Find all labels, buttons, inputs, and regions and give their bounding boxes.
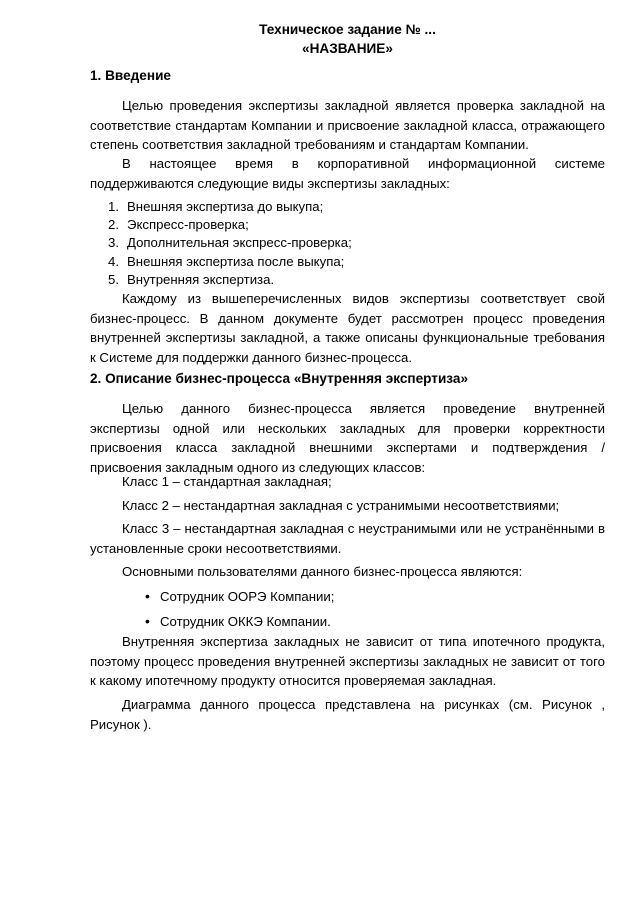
class-2-item: Класс 2 – нестандартная закладная с устранимыми несоответствиями; bbox=[122, 498, 560, 513]
document-title bbox=[90, 20, 605, 58]
section-1-heading: 1. Введение bbox=[90, 68, 171, 83]
list-item: 3. Дополнительная экспресс-проверка; bbox=[108, 235, 352, 251]
users-list bbox=[145, 587, 334, 631]
bullet-icon: • bbox=[145, 588, 150, 604]
section-2-heading: 2. Описание бизнес-процесса «Внутренняя экспертиза» bbox=[90, 371, 469, 386]
section-1-paragraph-2-line-2: поддерживаются следующие виды экспертизы закладных: bbox=[90, 176, 450, 191]
section-2-paragraph-1: Целью данного бизнес-процесса является проведение внутренней экспертизы одной или нескольких закладных для проверки корректности присвоения класса закладной внешними экспертами и подтверждения / присвоения закладным одного из следующих классов: bbox=[90, 401, 605, 475]
section-2-paragraph-diagram: Диаграмма данного процесса представлена на рисунках (см. Рисунок , Рисунок ). bbox=[90, 697, 605, 732]
list-item: 1. Внешняя экспертиза до выкупа; bbox=[108, 199, 324, 214]
section-2-paragraph-internal: Внутренняя экспертиза закладных не зависит от типа ипотечного продукта, поэтому процесс проведения внутренней экспертизы закладных не зависит от того к какому ипотечному продукту относится проверяемая закладная. bbox=[90, 634, 605, 689]
class-1-item: Класс 1 – стандартная закладная; bbox=[122, 474, 332, 489]
list-item: 2. Экспресс-проверка; bbox=[108, 217, 249, 233]
bullet-icon: • bbox=[145, 612, 150, 629]
list-item: • Сотрудник ОККЭ Компании. bbox=[145, 612, 334, 632]
section-1-paragraph-1: Целью проведения экспертизы закладной является проверка закладной на соответствие стандартам Компании и присвоение закладной класса, отражающего степень соответствия закладной требованиям и стандартам Компании. bbox=[90, 98, 605, 153]
class-3-item: Класс 3 – нестандартная закладная с неустранимыми или не устранёнными в установленные сроки несоответствиями. bbox=[90, 521, 605, 556]
users-intro: Основными пользователями данного бизнес-процесса являются: bbox=[122, 564, 523, 579]
title-line-1: Техническое задание № ... bbox=[259, 22, 436, 37]
title-line-2: «НАЗВАНИЕ» bbox=[302, 41, 393, 56]
list-item: • Сотрудник ООРЭ Компании; bbox=[145, 587, 334, 607]
list-item: 4. Внешняя экспертиза после выкупа; bbox=[108, 253, 345, 269]
section-1-paragraph-2-line-1: В настоящее время в корпоративной информационной системе bbox=[122, 156, 605, 171]
list-item: 5. Внутренняя экспертиза. bbox=[108, 271, 275, 287]
section-1-paragraph-3: Каждому из вышеперечисленных видов экспертизы соответствует свой бизнес-процесс. В данном документе будет рассмотрен процесс проведения внутренней экспертизы закладной, а также описаны функциональные требования к Системе для поддержки данного бизнес-процесса. bbox=[90, 291, 605, 365]
expertise-types-list bbox=[108, 198, 352, 289]
